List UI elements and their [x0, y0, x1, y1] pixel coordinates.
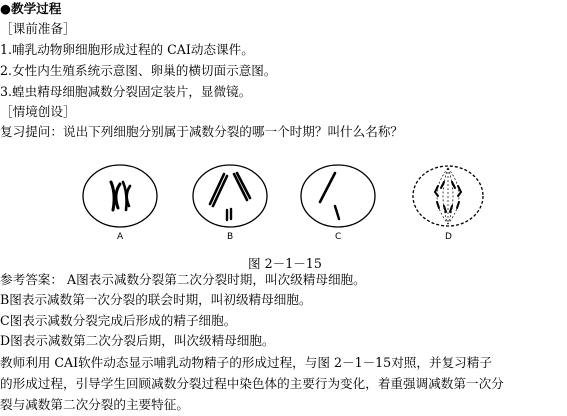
figure-caption: 图 2－1－15	[248, 256, 322, 271]
prep-item-2: 2.女性内生殖系统示意图、卵巢的横切面示意图。	[0, 63, 277, 78]
cell-label-c: C	[335, 232, 342, 242]
review-question: 复习提问：说出下列细胞分别属于减数分裂的哪一个时期？叫什么名称？	[0, 124, 403, 139]
answer-line-a: 参考答案： A图表示减数分裂第二次分裂时期，叫次级精母细胞。	[0, 272, 366, 287]
scenario-heading: ［情境创设］	[0, 104, 76, 119]
closing-line-1: 教师利用 CAI软件动态显示哺乳动物精子的形成过程，与图 2－1－15对照，并复习精子	[0, 355, 492, 370]
cell-diagram-a	[80, 162, 160, 242]
prep-heading: ［课前准备］	[0, 21, 76, 36]
cell-b-drawing	[190, 162, 270, 232]
cell-d-drawing	[408, 162, 488, 232]
prep-item-1: 1.哺乳动物卵细胞形成过程的 CAI动态课件。	[0, 42, 254, 57]
cell-label-b: B	[227, 232, 234, 242]
cell-label-a: A	[117, 232, 124, 242]
cell-diagram-b	[190, 162, 270, 242]
prep-item-3: 3.蝗虫精母细胞减数分裂固定装片，显微镜。	[0, 84, 252, 99]
answer-line-b: B图表示减数第一次分裂的联会时期，叫初级精母细胞。	[0, 292, 312, 307]
cell-a-drawing	[80, 162, 160, 232]
cell-diagram-c	[298, 162, 378, 242]
closing-line-2: 的形成过程，引导学生回顾减数分裂过程中染色体的主要行为变化，着重强调减数第一次分	[0, 376, 504, 391]
cell-figure-row	[0, 162, 567, 246]
cell-c-drawing	[298, 162, 378, 232]
answer-line-c: C图表示减数分裂完成后形成的精子细胞。	[0, 313, 237, 328]
cell-label-d: D	[445, 232, 452, 242]
section-title: ●教学过程	[0, 1, 62, 16]
cell-diagram-d	[408, 162, 488, 242]
closing-line-3: 裂与减数第二次分裂的主要特征。	[0, 397, 189, 412]
answer-line-d: D图表示减数第二次分裂后期，叫次级精母细胞。	[0, 333, 275, 348]
